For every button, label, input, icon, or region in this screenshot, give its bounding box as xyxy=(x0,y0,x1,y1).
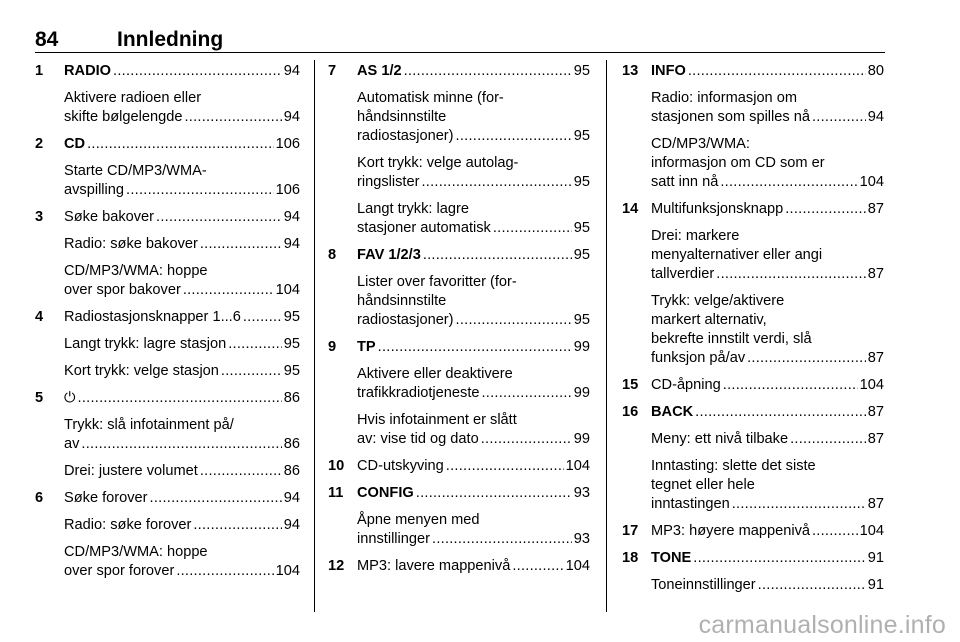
entry-label: ⏻ xyxy=(64,390,76,406)
page-reference[interactable]: 95 xyxy=(283,363,300,379)
entry-text-line: håndsinnstilte xyxy=(357,109,447,125)
index-entry xyxy=(35,389,300,408)
index-entry xyxy=(622,292,884,368)
entry-text-line: menyalternativer eller angi xyxy=(651,247,823,263)
index-column-2 xyxy=(328,62,590,584)
entry-text-line: Langt trykk: lagre xyxy=(357,201,469,217)
page-reference[interactable]: 94 xyxy=(283,517,300,533)
entry-number: 18 xyxy=(622,550,639,566)
entry-text-line: Trykk: velge/aktivere xyxy=(651,293,785,309)
entry-label: FAV 1/2/3 xyxy=(357,247,421,263)
entry-text-line: håndsinnstilte xyxy=(357,293,447,309)
entry-text-line: informasjon om CD som er xyxy=(651,155,825,171)
index-entry xyxy=(328,365,590,403)
entry-label: Langt trykk: lagre stasjon xyxy=(64,336,227,352)
index-entry xyxy=(622,403,884,422)
entry-text-line: tegnet eller hele xyxy=(651,477,755,493)
entry-label: stasjonen som spilles nå xyxy=(651,109,810,125)
dot-leader xyxy=(200,462,282,481)
entry-number: 17 xyxy=(622,523,639,539)
entry-number: 2 xyxy=(35,136,44,152)
index-entry xyxy=(328,62,590,81)
index-entry xyxy=(622,227,884,284)
entry-label: Radiostasjonsknapper 1...6 xyxy=(64,309,241,325)
entry-label: CD-åpning xyxy=(651,377,721,393)
page-reference[interactable]: 104 xyxy=(859,523,884,539)
page-number: 84 xyxy=(35,28,59,51)
entry-text-line: Kort trykk: velge autolag- xyxy=(357,155,519,171)
dot-leader xyxy=(732,495,866,514)
page-reference[interactable]: 104 xyxy=(275,563,300,579)
dot-leader xyxy=(421,173,571,192)
page-reference[interactable]: 94 xyxy=(283,209,300,225)
page-reference[interactable]: 95 xyxy=(573,247,590,263)
entry-label: Radio: søke bakover xyxy=(64,236,198,252)
entry-label: CD-utskyving xyxy=(357,458,444,474)
entry-number: 11 xyxy=(328,485,344,501)
dot-leader xyxy=(456,311,572,330)
entry-label: CONFIG xyxy=(357,485,414,501)
index-entry xyxy=(328,338,590,357)
entry-text-line: CD/MP3/WMA: hoppe xyxy=(64,544,208,560)
entry-label: avspilling xyxy=(64,182,125,198)
index-entry xyxy=(35,335,300,354)
page-reference[interactable]: 95 xyxy=(573,312,590,328)
dot-leader xyxy=(156,208,282,227)
entry-text-line: Drei: markere xyxy=(651,228,740,244)
dot-leader xyxy=(720,173,857,192)
entry-label: av xyxy=(64,436,80,452)
dot-leader xyxy=(113,62,282,81)
dot-leader xyxy=(493,219,572,238)
dot-leader xyxy=(81,435,281,454)
entry-label: over spor bakover xyxy=(64,282,181,298)
entry-label: ringslister xyxy=(357,174,420,190)
entry-number: 14 xyxy=(622,201,639,217)
entry-number: 13 xyxy=(622,63,639,79)
page-reference[interactable]: 87 xyxy=(867,496,884,512)
entry-number: 10 xyxy=(328,458,345,474)
index-entry xyxy=(328,457,590,476)
dot-leader xyxy=(150,489,282,508)
index-entry xyxy=(328,89,590,146)
dot-leader xyxy=(126,181,274,200)
page-reference[interactable]: 86 xyxy=(283,390,300,406)
page-reference[interactable]: 87 xyxy=(867,266,884,282)
index-entry xyxy=(328,200,590,238)
index-entry xyxy=(622,62,884,81)
entry-label: Toneinnstillinger xyxy=(651,577,756,593)
entry-number: 8 xyxy=(328,247,337,263)
entry-label: Meny: ett nivå tilbake xyxy=(651,431,789,447)
entry-text-line: Lister over favoritter (for- xyxy=(357,274,517,290)
index-entry xyxy=(622,135,884,192)
page-reference[interactable]: 94 xyxy=(867,109,884,125)
column-divider xyxy=(314,60,315,612)
entry-number: 9 xyxy=(328,339,337,355)
page-reference[interactable]: 87 xyxy=(867,350,884,366)
page-reference[interactable]: 104 xyxy=(859,377,884,393)
dot-leader xyxy=(790,430,866,449)
entry-label: tallverdier xyxy=(651,266,715,282)
index-entry xyxy=(328,411,590,449)
entry-label: MP3: lavere mappenivå xyxy=(357,558,511,574)
entry-number: 1 xyxy=(35,63,44,79)
index-entry xyxy=(622,89,884,127)
page-reference[interactable]: 87 xyxy=(867,404,884,420)
index-entry xyxy=(328,557,590,576)
dot-leader xyxy=(423,246,572,265)
index-entry xyxy=(622,376,884,395)
dot-leader xyxy=(716,265,866,284)
page-reference[interactable]: 94 xyxy=(283,236,300,252)
index-entry xyxy=(328,246,590,265)
page-reference[interactable]: 93 xyxy=(573,485,590,501)
page-reference[interactable]: 99 xyxy=(573,385,590,401)
entry-label: Søke forover xyxy=(64,490,148,506)
index-entry xyxy=(35,416,300,454)
index-entry xyxy=(35,208,300,227)
index-entry xyxy=(35,62,300,81)
dot-leader xyxy=(243,308,282,327)
entry-label: inntastingen xyxy=(651,496,730,512)
dot-leader xyxy=(481,430,572,449)
page-reference[interactable]: 91 xyxy=(867,550,884,566)
dot-leader xyxy=(785,200,866,219)
index-entry xyxy=(328,484,590,503)
dot-leader xyxy=(193,516,281,535)
page-reference[interactable]: 95 xyxy=(573,220,590,236)
index-entry xyxy=(35,162,300,200)
index-entry xyxy=(35,308,300,327)
entry-text-line: Åpne menyen med xyxy=(357,512,480,528)
page-reference[interactable]: 86 xyxy=(283,436,300,452)
entry-number: 15 xyxy=(622,377,639,393)
entry-label: TP xyxy=(357,339,376,355)
page-reference[interactable]: 80 xyxy=(867,63,884,79)
page-reference[interactable]: 104 xyxy=(565,558,590,574)
entry-label: INFO xyxy=(651,63,686,79)
page-reference[interactable]: 95 xyxy=(573,63,590,79)
entry-label: Kort trykk: velge stasjon xyxy=(64,363,219,379)
dot-leader xyxy=(812,522,858,541)
page-reference[interactable]: 95 xyxy=(573,174,590,190)
entry-text-line: Trykk: slå infotainment på/ xyxy=(64,417,234,433)
entry-label: radiostasjoner) xyxy=(357,128,454,144)
entry-label: TONE xyxy=(651,550,692,566)
index-entry xyxy=(622,549,884,568)
index-column-1 xyxy=(35,62,300,589)
entry-number: 4 xyxy=(35,309,44,325)
entry-text-line: Inntasting: slette det siste xyxy=(651,458,816,474)
entry-label: RADIO xyxy=(64,63,112,79)
dot-leader xyxy=(200,235,282,254)
index-entry xyxy=(622,576,884,595)
entry-text-line: Radio: informasjon om xyxy=(651,90,798,106)
index-entry xyxy=(622,430,884,449)
watermark: carmanualsonline.info xyxy=(698,611,946,639)
dot-leader xyxy=(78,389,282,408)
dot-leader xyxy=(723,376,858,395)
entry-label: av: vise tid og dato xyxy=(357,431,479,447)
dot-leader xyxy=(758,576,866,595)
page-reference[interactable]: 95 xyxy=(283,336,300,352)
page-reference[interactable]: 104 xyxy=(565,458,590,474)
entry-text-line: CD/MP3/WMA: xyxy=(651,136,750,152)
entry-label: MP3: høyere mappenivå xyxy=(651,523,810,539)
page-reference[interactable]: 95 xyxy=(283,309,300,325)
index-entry xyxy=(35,235,300,254)
entry-number: 5 xyxy=(35,390,44,406)
dot-leader xyxy=(695,403,866,422)
entry-label: BACK xyxy=(651,404,694,420)
entry-label: satt inn nå xyxy=(651,174,719,190)
page-reference[interactable]: 104 xyxy=(859,174,884,190)
page-reference[interactable]: 94 xyxy=(283,490,300,506)
page-reference[interactable]: 106 xyxy=(275,136,300,152)
column-divider xyxy=(606,60,607,612)
index-entry xyxy=(35,362,300,381)
page-reference[interactable]: 104 xyxy=(275,282,300,298)
dot-leader xyxy=(812,108,866,127)
entry-text-line: Hvis infotainment er slått xyxy=(357,412,517,428)
index-entry xyxy=(622,457,884,514)
page-reference[interactable]: 99 xyxy=(573,339,590,355)
dot-leader xyxy=(446,457,564,476)
entry-number: 3 xyxy=(35,209,44,225)
dot-leader xyxy=(432,530,572,549)
dot-leader xyxy=(228,335,282,354)
entry-label: Multifunksjonsknapp xyxy=(651,201,784,217)
dot-leader xyxy=(482,384,572,403)
dot-leader xyxy=(416,484,572,503)
entry-label: funksjon på/av xyxy=(651,350,746,366)
dot-leader xyxy=(404,62,572,81)
entry-label: innstillinger xyxy=(357,531,431,547)
index-entry xyxy=(35,89,300,127)
page-reference[interactable]: 99 xyxy=(573,431,590,447)
index-entry xyxy=(622,200,884,219)
dot-leader xyxy=(87,135,274,154)
index-entry xyxy=(328,154,590,192)
entry-label: CD xyxy=(64,136,86,152)
entry-number: 12 xyxy=(328,558,345,574)
page-reference[interactable]: 106 xyxy=(275,182,300,198)
index-entry xyxy=(35,462,300,481)
index-entry xyxy=(35,135,300,154)
dot-leader xyxy=(378,338,572,357)
dot-leader xyxy=(176,562,273,581)
page-reference[interactable]: 94 xyxy=(283,63,300,79)
dot-leader xyxy=(221,362,282,381)
index-entry xyxy=(328,273,590,330)
entry-text-line: bekrefte innstilt verdi, slå xyxy=(651,331,812,347)
entry-label: over spor forover xyxy=(64,563,175,579)
dot-leader xyxy=(183,281,274,300)
header-rule xyxy=(35,52,885,53)
dot-leader xyxy=(512,557,563,576)
page-reference[interactable]: 94 xyxy=(283,109,300,125)
index-column-3 xyxy=(622,62,884,603)
page-reference[interactable]: 93 xyxy=(573,531,590,547)
entry-text-line: Starte CD/MP3/WMA- xyxy=(64,163,207,179)
page-reference[interactable]: 91 xyxy=(867,577,884,593)
entry-text-line: Aktivere eller deaktivere xyxy=(357,366,513,382)
entry-number: 7 xyxy=(328,63,337,79)
dot-leader xyxy=(747,349,866,368)
entry-label: Søke bakover xyxy=(64,209,155,225)
entry-label: radiostasjoner) xyxy=(357,312,454,328)
index-entry xyxy=(622,522,884,541)
entry-text-line: Automatisk minne (for- xyxy=(357,90,504,106)
chapter-title: Innledning xyxy=(117,28,224,51)
index-entry xyxy=(35,543,300,581)
index-entry xyxy=(328,511,590,549)
dot-leader xyxy=(693,549,865,568)
entry-number: 16 xyxy=(622,404,639,420)
entry-label: Radio: søke forover xyxy=(64,517,192,533)
entry-text-line: Aktivere radioen eller xyxy=(64,90,202,106)
index-entry xyxy=(35,262,300,300)
entry-label: trafikkradiotjeneste xyxy=(357,385,480,401)
entry-label: Drei: justere volumet xyxy=(64,463,198,479)
page-reference[interactable]: 86 xyxy=(283,463,300,479)
page-reference[interactable]: 87 xyxy=(867,431,884,447)
entry-label: AS 1/2 xyxy=(357,63,402,79)
index-entry xyxy=(35,489,300,508)
dot-leader xyxy=(184,108,281,127)
dot-leader xyxy=(688,62,866,81)
entry-text-line: CD/MP3/WMA: hoppe xyxy=(64,263,208,279)
entry-label: skifte bølgelengde xyxy=(64,109,183,125)
entry-number: 6 xyxy=(35,490,44,506)
page-header xyxy=(35,26,885,52)
page-reference[interactable]: 87 xyxy=(867,201,884,217)
index-entry xyxy=(35,516,300,535)
dot-leader xyxy=(456,127,572,146)
entry-label: stasjoner automatisk xyxy=(357,220,491,236)
entry-text-line: markert alternativ, xyxy=(651,312,767,328)
page-reference[interactable]: 95 xyxy=(573,128,590,144)
